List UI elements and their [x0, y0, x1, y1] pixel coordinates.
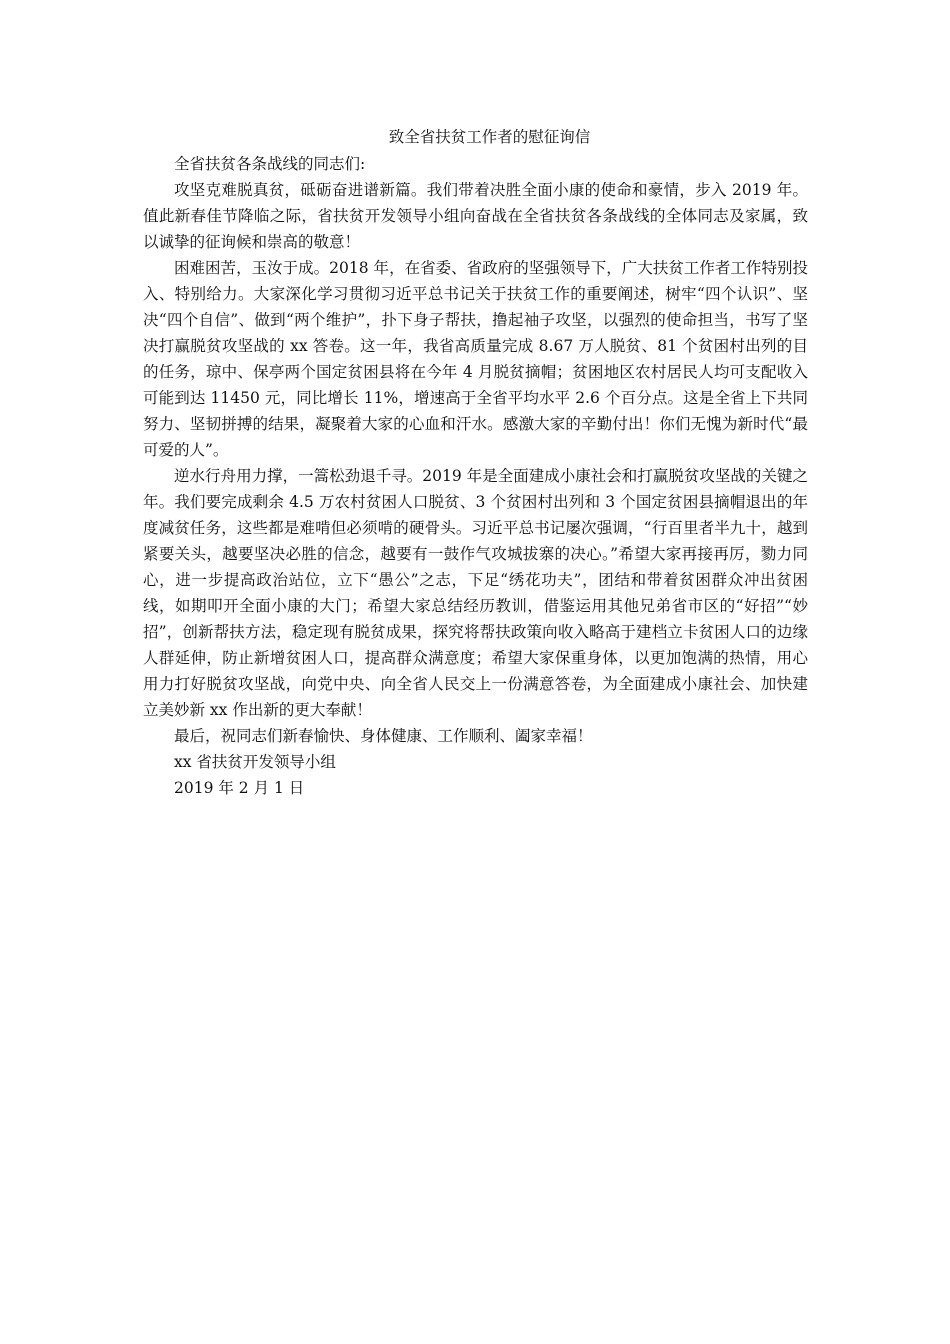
paragraph-2: 困难困苦，玉汝于成。2018 年，在省委、省政府的坚强领导下，广大扶贫工作者工作特别投入、特别给力。大家深化学习贯彻习近平总书记关于扶贫工作的重要阐述，树牢“四个认识”、坚决“四个自信”、做到“两个维护”，扑下身子帮扶，撸起袖子攻坚，以强烈的使命担当，书写了坚决打赢脱贫攻坚战的 xx 答卷。这一年，我省高质量完成 8.67 万人脱贫、81 个贫困村出列的目的任务，琼中、保亭两个国定贫困县将在今年 4 月脱贫摘帽；贫困地区农村居民人均可支配收入可能到达 11450 元，同比增长 11%，增速高于全省平均水平 2.6 个百分点。这是全省上下共同努力、坚韧拼搏的结果，凝聚着大家的心血和汗水。感激大家的辛勤付出！你们无愧为新时代“最可爱的人”。: [143, 259, 808, 459]
salutation: 全省扶贫各条战线的同志们:: [174, 155, 366, 173]
paragraph-4: 最后，祝同志们新春愉快、身体健康、工作顺利、阖家幸福！: [174, 727, 593, 745]
document-title: 致全省扶贫工作者的慰征询信: [388, 128, 591, 146]
date: 2019 年 2 月 1 日: [174, 779, 305, 797]
paragraph-1: 攻坚克难脱真贫，砥砺奋进谱新篇。我们带着决胜全面小康的使命和豪情，步入 2019 年。值此新春佳节降临之际，省扶贫开发领导小组向奋战在全省扶贫各条战线的全体同志及家属，致以诚挚的征询候和崇高的敬意！: [143, 181, 808, 251]
signature: xx 省扶贫开发领导小组: [174, 753, 336, 771]
document-page: [143, 124, 808, 801]
paragraph-3: 逆水行舟用力撑，一篙松劲退千寻。2019 年是全面建成小康社会和打赢脱贫攻坚战的关键之年。我们要完成剩余 4.5 万农村贫困人口脱贫、3 个贫困村出列和 3 个国定贫困县摘帽退出的年度减贫任务，这些都是难啃但必须啃的硬骨头。习近平总书记屡次强调，“行百里者半九十，越到紧要关头，越要坚决必胜的信念，越要有一鼓作气攻城拔寨的决心。”希望大家再接再厉，勠力同心，进一步提高政治站位，立下“愚公”之志，下足“绣花功夫”，团结和带着贫困群众冲出贫困线，如期叩开全面小康的大门；希望大家总结经历教训，借鉴运用其他兄弟省市区的“好招”“妙招”，创新帮扶方法，稳定现有脱贫成果，探究将帮扶政策向收入略高于建档立卡贫困人口的边缘人群延伸，防止新增贫困人口，提高群众满意度；希望大家保重身体，以更加饱满的热情，用心用力打好脱贫攻坚战，向党中央、向全省人民交上一份满意答卷，为全面建成小康社会、加快建立美妙新 xx 作出新的更大奉献！: [143, 467, 808, 719]
